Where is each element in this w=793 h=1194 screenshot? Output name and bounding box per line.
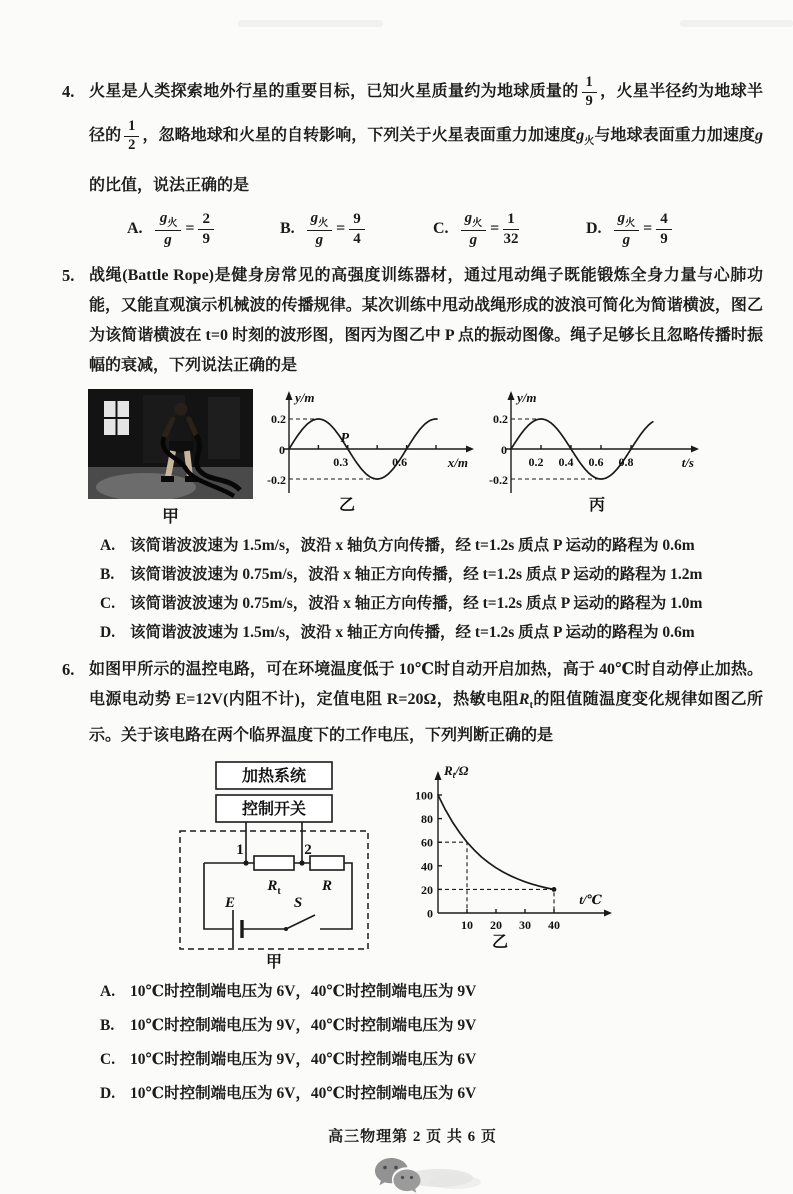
svg-text:t/s: t/s [681, 454, 694, 470]
svg-text:0.2: 0.2 [493, 411, 508, 426]
svg-text:0.6: 0.6 [392, 454, 408, 469]
q4-option-b: B. $\frac{g_火}{g}$ = $\frac{9}{4}$ [280, 210, 433, 249]
svg-text:20: 20 [421, 882, 433, 897]
question-5-text: 战绳(Battle Rope)是健身房常见的高强度训练器材，通过甩动绳子既能锻炼全身力量与心肺功能，又能直观演示机械波的传播规律。某次训练中甩动战绳形成的波浪可简化为简谐横波，图乙为该简谐横波在 t=0 时刻的波形图，图丙为图乙中 P 点的振动图像。绳子足够长且忽略传播时振幅的衰减，下列说法正确的是 [89, 266, 763, 374]
value-fraction: $\frac{1}{32}$ [503, 211, 519, 247]
svg-text:y/m: y/m [517, 389, 537, 405]
page-footer: 高三物理第 2 页 共 6 页 [328, 1128, 497, 1145]
switch-label: S [293, 894, 303, 911]
symbol-g-earth: g [755, 127, 763, 144]
question-5-figures [88, 389, 763, 527]
svg-text:0.4: 0.4 [558, 454, 574, 469]
photo-caption: 甲 [162, 506, 179, 526]
svg-text:丙: 丙 [588, 496, 606, 514]
fraction-one-half: $\frac{1}{2}$ [124, 119, 139, 154]
svg-text:-0.2: -0.2 [489, 472, 508, 487]
question-4-text [89, 70, 763, 208]
svg-text:0: 0 [279, 442, 285, 457]
question-6-options [100, 975, 763, 1111]
question-4 [62, 70, 763, 253]
svg-text:0: 0 [501, 442, 507, 457]
svg-text:0.2: 0.2 [271, 411, 286, 426]
value-fraction: $\frac{9}{4}$ [349, 211, 365, 247]
value-fraction: $\frac{4}{9}$ [656, 211, 672, 247]
terminal-2-label: 2 [304, 841, 312, 858]
waveform-chart-yi [262, 389, 482, 515]
text-run: 的阻值随温度变化规律如图乙所示。关于该电路在两个临界温度下的工作电压，下列判断正确的是 [89, 690, 763, 744]
q5-option-b: B. 该简谐波波速为 0.75m/s，波沿 x 轴正方向传播，经 t=1.2s 质点 P 运动的路程为 1.2m [100, 565, 703, 583]
ratio-fraction: $\frac{g_火}{g}$ [307, 210, 333, 249]
question-5-number: 5. [62, 265, 75, 285]
question-6-figures [174, 759, 763, 971]
svg-text:40: 40 [548, 917, 560, 932]
svg-text:30: 30 [519, 917, 531, 932]
thermistor-resistance-chart [390, 759, 630, 951]
svg-text:t/℃: t/℃ [579, 891, 602, 907]
svg-text:40: 40 [421, 858, 433, 873]
svg-text:乙: 乙 [338, 496, 356, 514]
control-switch-label: 控制开关 [241, 800, 307, 818]
question-5 [62, 261, 763, 381]
svg-text:0.6: 0.6 [588, 454, 604, 469]
ratio-fraction: $\frac{g_火}{g}$ [155, 210, 182, 249]
question-6 [62, 655, 763, 751]
temperature-control-circuit-diagram [174, 759, 374, 971]
resistor-label: R [321, 877, 333, 894]
thermistor-symbol [254, 856, 294, 870]
symbol-rt: $R_t$ [518, 690, 533, 711]
svg-text:y/m: y/m [295, 389, 315, 405]
scan-smudge [238, 20, 383, 27]
svg-text:80: 80 [421, 811, 433, 826]
q4-option-a: A. $\frac{g_火}{g}$ = $\frac{2}{9}$ [127, 210, 280, 249]
question-4-options [127, 210, 763, 249]
q6-option-c: C. 10℃时控制端电压为 9V，40℃时控制端电压为 6V [100, 1050, 477, 1068]
resistor-symbol [310, 856, 344, 870]
q6-option-d: D. 10℃时控制端电压为 6V，40℃时控制端电压为 6V [100, 1084, 477, 1102]
text-run: 与地球表面重力加速度 [594, 127, 755, 144]
circuit-caption: 甲 [265, 953, 283, 971]
svg-text:0: 0 [427, 906, 433, 920]
text-run: 如图甲所示的温控电路，可在环境温度低于 10℃时自动开启加热，高于 40℃时自动停止加热。电源电动势 E=12V(内阻不计)，定值电阻 R=20Ω，热敏电阻 [89, 660, 763, 708]
svg-text:0.3: 0.3 [333, 454, 349, 469]
text-run: ，忽略地球和火星的自转影响，下列关于火星表面重力加速度 [142, 127, 577, 144]
q6-option-b: B. 10℃时控制端电压为 9V，40℃时控制端电压为 9V [100, 1016, 477, 1034]
terminal-1-label: 1 [236, 841, 244, 858]
thermistor-label: $R_t$ [267, 877, 281, 897]
svg-text:0.2: 0.2 [528, 454, 544, 469]
svg-text:P: P [340, 430, 350, 446]
svg-text:100: 100 [415, 788, 433, 802]
q6-option-a: A. 10℃时控制端电压为 6V，40℃时控制端电压为 9V [100, 982, 477, 1000]
question-6-text [89, 655, 763, 751]
q5-option-d: D. 该简谐波波速为 1.5m/s，波沿 x 轴正方向传播，经 t=1.2s 质点 P 运动的路程为 0.6m [100, 623, 695, 641]
svg-text:0.8: 0.8 [618, 454, 634, 469]
wechat-watermark-icon [367, 1152, 487, 1194]
svg-text:10: 10 [461, 917, 473, 932]
ratio-fraction: $\frac{g_火}{g}$ [461, 210, 487, 249]
q4-option-c: C. $\frac{g_火}{g}$ = $\frac{1}{32}$ [433, 210, 519, 248]
value-fraction: $\frac{2}{9}$ [198, 211, 214, 247]
q4-option-d: D. $\frac{g_火}{g}$ = $\frac{4}{9}$ [586, 210, 739, 249]
vibration-chart-bing [482, 389, 708, 515]
heating-system-label: 加热系统 [241, 767, 307, 785]
text-run: ，火星半径约为地球半径的 [89, 83, 763, 144]
fraction-one-ninth: $\frac{1}{9}$ [582, 75, 597, 110]
battle-rope-photo-figure [88, 389, 253, 527]
ratio-fraction: $\frac{g_火}{g}$ [614, 210, 640, 249]
svg-text:Rt/Ω: $R_t/\Omega$ [444, 762, 469, 780]
symbol-g-mars: $g_火$ [576, 127, 595, 147]
question-6-number: 6. [62, 659, 75, 679]
q5-option-c: C. 该简谐波波速为 0.75m/s，波沿 x 轴正方向传播，经 t=1.2s 质点 P 运动的路程为 1.0m [100, 594, 703, 612]
battle-rope-photo [88, 389, 253, 499]
svg-text:乙: 乙 [491, 933, 509, 951]
battery-label: E [224, 894, 236, 911]
svg-text:-0.2: -0.2 [267, 472, 286, 487]
q5-option-a: A. 该简谐波波速为 1.5m/s，波沿 x 轴负方向传播，经 t=1.2s 质点 P 运动的路程为 0.6m [100, 536, 695, 554]
svg-text:20: 20 [490, 917, 502, 932]
text-run: 的比值，说法正确的是 [89, 177, 250, 194]
question-5-options [100, 531, 763, 647]
text-run: 火星是人类探索地外行星的重要目标，已知火星质量约为地球质量的 [89, 83, 579, 100]
scan-smudge [680, 20, 793, 27]
svg-text:60: 60 [421, 835, 433, 850]
svg-text:x/m: x/m [447, 454, 468, 470]
question-4-number: 4. [62, 82, 75, 101]
